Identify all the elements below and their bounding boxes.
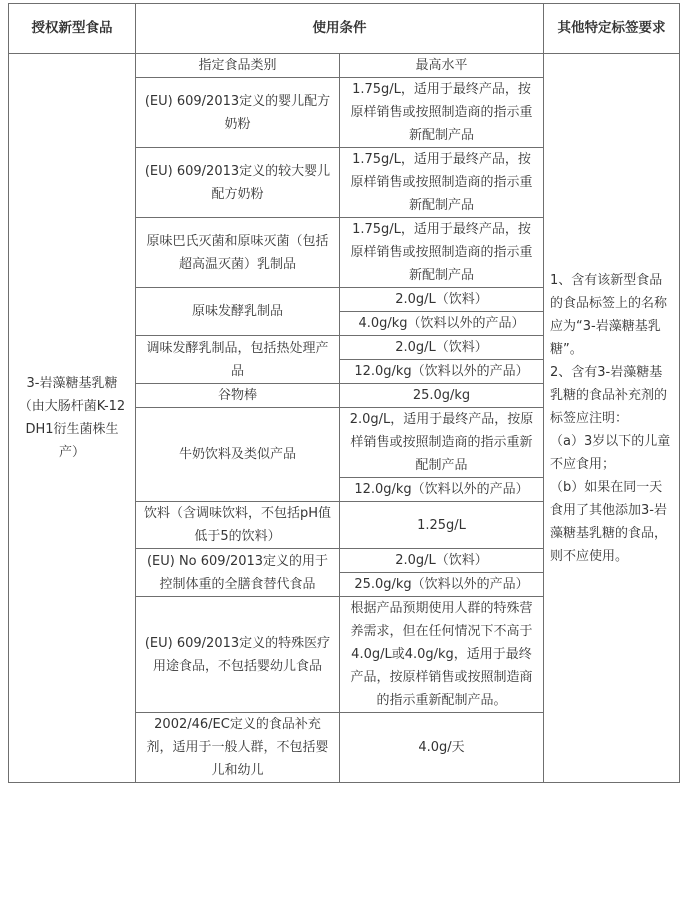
category-cell: 谷物棒 (136, 384, 340, 408)
subheader-max-level: 最高水平 (340, 54, 544, 78)
category-cell: 原味发酵乳制品 (136, 288, 340, 336)
level-cell: 根据产品预期使用人群的特殊营养需求，但在任何情况下不高于4.0g/L或4.0g/kg，适用于最终产品，按原样销售或按照制造商的指示重新配制产品。 (340, 597, 544, 713)
requirement-2a: （a）3岁以下的儿童不应食用； (550, 433, 671, 472)
level-cell: 4.0g/kg（饮料以外的产品） (340, 312, 544, 336)
level-cell: 1.25g/L (340, 502, 544, 549)
level-cell: 25.0g/kg（饮料以外的产品） (340, 573, 544, 597)
category-cell: (EU) 609/2013定义的婴儿配方奶粉 (136, 78, 340, 148)
level-cell: 12.0g/kg（饮料以外的产品） (340, 360, 544, 384)
header-requirements: 其他特定标签要求 (544, 4, 680, 54)
level-cell: 1.75g/L，适用于最终产品，按原样销售或按照制造商的指示重新配制产品 (340, 218, 544, 288)
category-cell: (EU) No 609/2013定义的用于控制体重的全膳食替代食品 (136, 549, 340, 597)
level-cell: 12.0g/kg（饮料以外的产品） (340, 478, 544, 502)
category-cell: (EU) 609/2013定义的较大婴儿配方奶粉 (136, 148, 340, 218)
requirements-cell (544, 54, 680, 783)
food-name-cell: 3-岩藻糖基乳糖（由大肠杆菌K-12 DH1衍生菌株生产） (9, 54, 136, 783)
category-cell: 原味巴氏灭菌和原味灭菌（包括超高温灭菌）乳制品 (136, 218, 340, 288)
category-cell: (EU) 609/2013定义的特殊医疗用途食品，不包括婴幼儿食品 (136, 597, 340, 713)
novel-food-table (8, 3, 680, 783)
level-cell: 2.0g/L，适用于最终产品，按原样销售或按照制造商的指示重新配制产品 (340, 408, 544, 478)
level-cell: 25.0g/kg (340, 384, 544, 408)
category-cell: 调味发酵乳制品，包括热处理产品 (136, 336, 340, 384)
level-cell: 1.75g/L，适用于最终产品，按原样销售或按照制造商的指示重新配制产品 (340, 78, 544, 148)
requirement-1: 1、含有该新型食品的食品标签上的名称应为“3-岩藻糖基乳糖”。 (550, 272, 668, 357)
requirement-2: 2、含有3-岩藻糖基乳糖的食品补充剂的标签应注明： (550, 364, 668, 426)
level-cell: 2.0g/L（饮料） (340, 549, 544, 573)
header-food: 授权新型食品 (9, 4, 136, 54)
subheader-category: 指定食品类别 (136, 54, 340, 78)
level-cell: 4.0g/天 (340, 713, 544, 783)
header-conditions: 使用条件 (136, 4, 544, 54)
category-cell: 饮料（含调味饮料，不包括pH值低于5的饮料） (136, 502, 340, 549)
category-cell: 牛奶饮料及类似产品 (136, 408, 340, 502)
level-cell: 1.75g/L，适用于最终产品，按原样销售或按照制造商的指示重新配制产品 (340, 148, 544, 218)
level-cell: 2.0g/L（饮料） (340, 288, 544, 312)
level-cell: 2.0g/L（饮料） (340, 336, 544, 360)
category-cell: 2002/46/EC定义的食品补充剂，适用于一般人群，不包括婴儿和幼儿 (136, 713, 340, 783)
requirement-2b: （b）如果在同一天食用了其他添加3-岩藻糖基乳糖的食品，则不应使用。 (550, 479, 668, 564)
